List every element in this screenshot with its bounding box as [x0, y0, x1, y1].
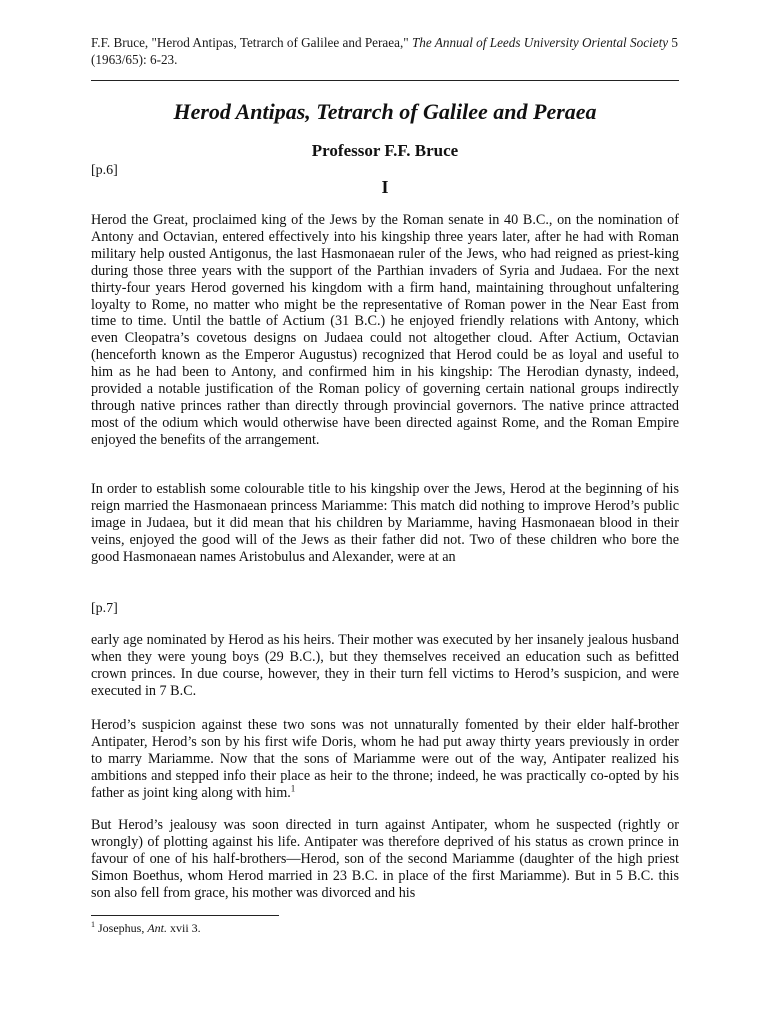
- paragraph-4: [91, 717, 679, 802]
- footnote-text-after: xvii 3.: [167, 921, 201, 935]
- paragraph-3: early age nominated by Herod as his heirs. Their mother was executed by her insanely jealous husband when they were young boys (29 B.C.), but they themselves received an education such as befitted crown princes. In due course, however, they in their turn fell victims to Herod’s suspicion, and were executed in 7 B.C.: [91, 632, 679, 699]
- footnote: [91, 921, 679, 936]
- footnote-text-before: Josephus,: [95, 921, 148, 935]
- paragraph-4-text: Herod’s suspicion against these two sons was not unnaturally fomented by their elder half-brother Antipater, Herod’s son by his first wife Doris, whom he had put away thirty years previously in order to marry Mariamme. Now that the sons of Mariamme were out of the way, Antipater realized his ambitions and stepped info their place as heir to the throne; indeed, he was practically co-opted by his father as joint king along with him.: [91, 717, 679, 801]
- citation-suffix: 5 (1963/65): 6-23.: [91, 35, 678, 67]
- header-divider: [91, 80, 679, 81]
- footnote-number: 1: [91, 920, 95, 929]
- article-title: Herod Antipas, Tetrarch of Galilee and Peraea: [173, 99, 597, 124]
- author-name: Professor F.F. Bruce: [311, 141, 459, 160]
- citation-journal: The Annual of Leeds University Oriental Society: [411, 35, 669, 50]
- footnote-reference[interactable]: 1: [290, 782, 296, 793]
- paragraph-2: In order to establish some colourable title to his kingship over the Jews, Herod at the beginning of his reign married the Hasmonaean princess Mariamme: This match did nothing to improve Herod’s public image in Judaea, but it did mean that his children by Mariamme, having Hasmonaean blood in their veins, enjoyed the good will of the Jews as their father did not. Two of these children who bore the good Hasmonaean names Aristobulus and Alexander, were at an: [91, 481, 679, 565]
- page-marker-7: [p.7]: [91, 601, 118, 616]
- paragraph-5: But Herod’s jealousy was soon directed in turn against Antipater, whom he suspected (rightly or wrongly) of plotting against his life. Antipater was therefore deprived of his status as crown prince in favour of one of his half-brothers—Herod, son of the second Mariamme (daughter of the high priest Simon Boethus, whom Herod married in 23 B.C. in place of the first Mariamme). But in 5 B.C. this son also fell from grace, his mother was divorced and his: [91, 817, 679, 901]
- citation-prefix: F.F. Bruce, "Herod Antipas, Tetrarch of Galilee and Peraea,": [91, 35, 412, 50]
- section-heading: I: [381, 177, 389, 197]
- footnote-divider: [91, 915, 279, 916]
- paragraph-1: Herod the Great, proclaimed king of the Jews by the Roman senate in 40 B.C., on the nomination of Antony and Octavian, entered effectively into his kingship three years later, after he had with Roman military help ousted Antigonus, the last Hasmonaean ruler of the Jews, who had reigned as priest-king during those three years with the support of the Parthian invaders of Syria and Judaea. For the next thirty-four years Herod governed his kingdom with a firm hand, maintaining throughout unfaltering loyalty to Rome, no matter who might be the representative of Roman power in the Near East from time to time. Until the battle of Actium (31 B.C.) he enjoyed friendly relations with Antony, which even Cleopatra’s covetous designs on Judaea could not altogether cloud. After Actium, Octavian (henceforth known as the Emperor Augustus) recognized that Herod could be as loyal and useful to him as he had been to Antony, and confirmed him in his kingship: The Herodian dynasty, indeed, provided a notable justification of the Roman policy of governing certain national groups indirectly through native princes rather than directly through provincial governors. The native prince attracted most of the odium which would otherwise have been directed against Rome, and the Roman Empire enjoyed the benefits of the arrangement.: [91, 212, 679, 448]
- page-marker-6: [p.6]: [91, 163, 118, 178]
- footnote-source-italic: Ant.: [147, 921, 168, 935]
- citation-header: [91, 34, 691, 68]
